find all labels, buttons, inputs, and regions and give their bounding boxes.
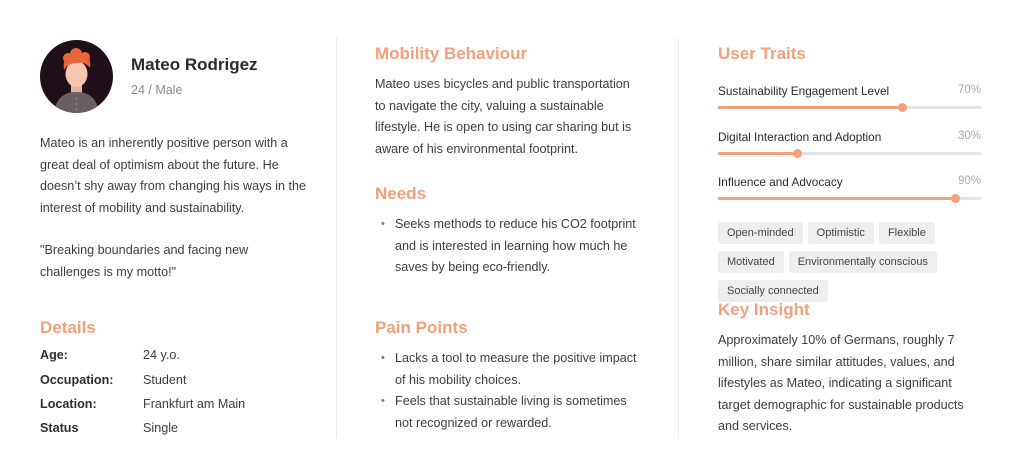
profile-column <box>40 0 305 475</box>
trait-percentage: 90% <box>957 175 981 187</box>
trait-sustainability <box>718 84 981 114</box>
trait-tag: Environmentally conscious <box>789 251 937 273</box>
trait-slider-knob <box>898 103 907 112</box>
trait-label: Influence and Advocacy <box>718 175 843 189</box>
details-label: Occupation: <box>40 373 114 387</box>
details-label: Status <box>40 421 79 435</box>
trait-label: Sustainability Engagement Level <box>718 84 890 98</box>
list-item: • Lacks a tool to measure the positive impact of his mobility choices. <box>375 348 640 391</box>
key-insight-heading: Key Insight <box>718 300 810 319</box>
trait-percentage: 70% <box>957 84 981 96</box>
person-avatar-icon <box>40 40 113 113</box>
details-value: Student <box>143 373 187 387</box>
trait-slider-knob <box>793 149 802 158</box>
trait-slider-fill <box>718 152 797 155</box>
details-heading: Details <box>40 318 96 337</box>
trait-influence <box>718 175 981 205</box>
trait-slider-track <box>718 106 981 109</box>
persona-bio: Mateo is an inherently positive person with a great deal of optimism about the future. He doesn’t shy away from changing his ways in the interest of mobility and sustainability. <box>40 136 307 215</box>
trait-tags <box>718 222 1008 309</box>
mobility-text: Mateo uses bicycles and public transportation to navigate the city, valuing a sustainable lifestyle. He is open to using car sharing but is aware of his environmental footprint. <box>375 77 632 156</box>
persona-name: Mateo Rodrigez <box>131 55 258 74</box>
needs-heading: Needs <box>375 184 427 203</box>
persona-quote: "Breaking boundaries and facing new challenges is my motto!" <box>40 243 249 279</box>
trait-tag: Motivated <box>718 251 784 273</box>
details-label: Location: <box>40 397 97 411</box>
trait-percentage: 30% <box>957 130 981 142</box>
details-value: 24 y.o. <box>143 348 180 362</box>
list-item: • Seeks methods to reduce his CO2 footprint and is interested in learning how much he saves by being eco-friendly. <box>375 214 640 279</box>
details-value: Single <box>143 421 179 435</box>
trait-slider-fill <box>718 106 902 109</box>
user-traits-heading: User Traits <box>718 44 806 63</box>
trait-label: Digital Interaction and Adoption <box>718 130 882 144</box>
column-divider <box>678 38 679 438</box>
persona-age-gender: 24 / Male <box>131 83 183 97</box>
trait-tag: Socially connected <box>718 280 828 302</box>
avatar <box>40 40 113 113</box>
trait-digital <box>718 130 981 160</box>
trait-tag: Optimistic <box>808 222 874 244</box>
behaviour-column <box>375 0 640 475</box>
pain-points-heading: Pain Points <box>375 318 468 337</box>
details-label: Age: <box>40 348 68 362</box>
trait-slider-fill <box>718 197 955 200</box>
trait-slider-track <box>718 197 981 200</box>
trait-tag: Open-minded <box>718 222 803 244</box>
key-insight-text: Approximately 10% of Germans, roughly 7 million, share similar attitudes, values, and lifestyles as Mateo, indicating a significant target demographic for sustainable products and services. <box>718 333 964 434</box>
trait-slider-track <box>718 152 981 155</box>
trait-tag: Flexible <box>879 222 935 244</box>
trait-slider-knob <box>951 194 960 203</box>
needs-list <box>375 214 640 279</box>
list-item: • Feels that sustainable living is sometimes not recognized or rewarded. <box>375 391 640 434</box>
traits-column <box>718 0 1000 475</box>
mobility-heading: Mobility Behaviour <box>375 44 528 63</box>
details-value: Frankfurt am Main <box>143 397 246 411</box>
column-divider <box>336 38 337 438</box>
pain-points-list <box>375 348 640 434</box>
